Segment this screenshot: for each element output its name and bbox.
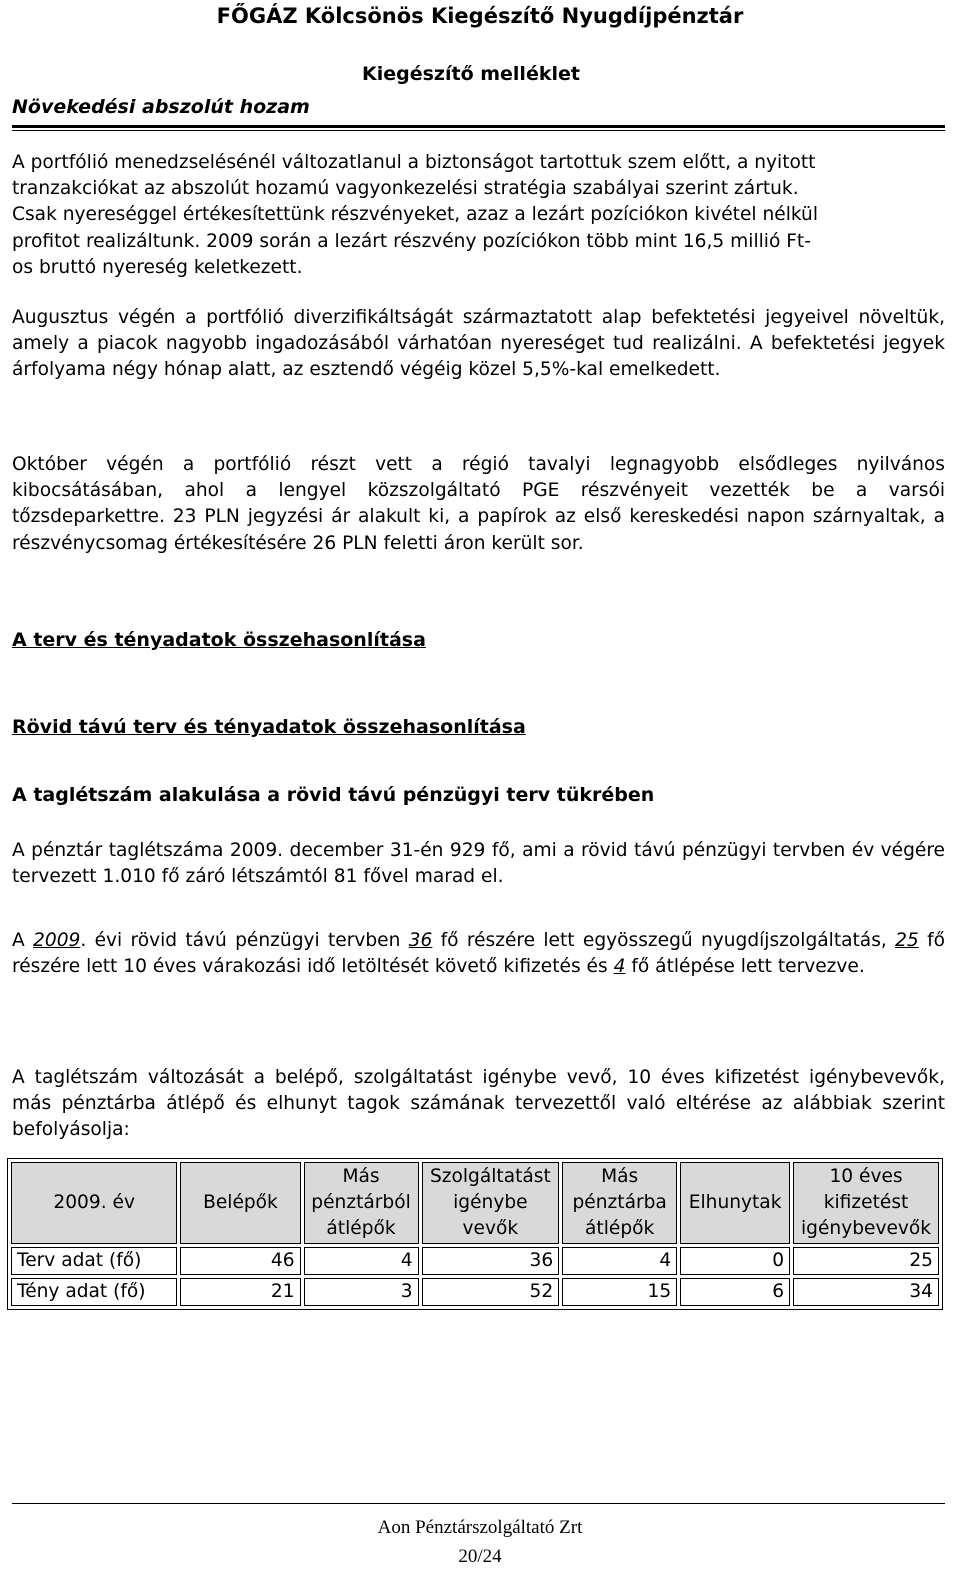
plan-count-lumpsum: 36 — [408, 930, 433, 951]
header-cell: 10 éves kifizetést igénybevevők — [793, 1162, 939, 1244]
table-cell: 25 — [793, 1247, 939, 1275]
intro-line: tranzakciókat az abszolút hozamú vagyonkezelési stratégia szabályai szerint zártuk. — [12, 178, 799, 199]
table-cell: 21 — [180, 1278, 300, 1306]
header-cell: Szolgáltatást igénybe vevők — [422, 1162, 560, 1244]
table-cell: 4 — [562, 1247, 677, 1275]
august-paragraph: Augusztus végén a portfólió diverzifikáltságát származtatott alap befektetési jegyeivel növeltük, amely a piacok nagyobb ingadozásából várhatóan nyereséget tud realizálni. A befektetési jegyek árfolyama négy hónap alatt, az esztendő végéig közel 5,5%-kal emelkedett. — [12, 307, 945, 381]
header-cell: Belépők — [180, 1162, 300, 1244]
october-paragraph: Október végén a portfólió részt vett a régió tavalyi legnagyobb elsődleges nyilvános kibocsátásában, ahol a lengyel közszolgáltató PGE részvényeit vezették be a varsói tőzsdeparkettre. 23 PLN jegyzési ár alakult ki, a papírok az első kereskedési napon szárnyaltak, a részvénycsomag értékesítésére 26 PLN feletti áron került sor. — [12, 454, 945, 554]
intro-line: os bruttó nyereség keletkezett. — [12, 257, 303, 278]
table-cell: 4 — [304, 1247, 419, 1275]
table-cell: 3 — [304, 1278, 419, 1306]
row-label: Tény adat (fő) — [11, 1278, 177, 1306]
table-row — [11, 1247, 939, 1275]
section-subtitle: Kiegészítő melléklet — [362, 63, 580, 85]
page-number: 20/24 — [458, 1546, 502, 1567]
comparison-heading: A terv és tényadatok összehasonlítása — [12, 629, 426, 651]
intro-line: profitot realizáltunk. 2009 során a lezárt részvény pozíciókon több mint 16,5 millió Ft- — [12, 231, 811, 252]
plan-paragraph: A 2009. évi rövid távú pénzügyi tervben 36 fő részére lett egyösszegű nyugdíjszolgáltatás, 25 fő részére lett 10 éves várakozási idő letöltését követő kifizetés és 4 fő átlépése lett tervezve. — [12, 930, 945, 978]
intro-line: A portfólió menedzselésénél változatlanul a biztonságot tartottuk szem előtt, a nyitott — [12, 152, 816, 173]
header-cell: Más pénztárból átlépők — [304, 1162, 419, 1244]
table-cell: 34 — [793, 1278, 939, 1306]
headcount-paragraph: A pénztár taglétszáma 2009. december 31-én 929 fő, ami a rövid távú pénzügyi tervben év végére tervezett 1.010 fő záró létszámtól 81 fővel marad el. — [12, 840, 945, 888]
table-cell: 46 — [180, 1247, 300, 1275]
fund-title: FŐGÁZ Kölcsönös Kiegészítő Nyugdíjpénztár — [216, 4, 744, 28]
table-cell: 15 — [562, 1278, 677, 1306]
table-cell: 0 — [680, 1247, 790, 1275]
table-cell: 52 — [422, 1278, 560, 1306]
change-paragraph: A taglétszám változását a belépő, szolgáltatást igénybe vevő, 10 éves kifizetést igénybevevők, más pénztárba átlépő és elhunyt tagok számának tervezettől való eltérése az alábbiak szerint befolyásolja: — [12, 1067, 945, 1141]
footer-company: Aon Pénztárszolgáltató Zrt — [377, 1517, 583, 1538]
plan-year: 2009 — [33, 930, 81, 951]
footer-divider — [12, 1503, 945, 1504]
table-cell: 36 — [422, 1247, 560, 1275]
header-divider — [12, 125, 945, 131]
row-label: Terv adat (fő) — [11, 1247, 177, 1275]
table-row — [11, 1278, 939, 1306]
short-term-heading: Rövid távú terv és tényadatok összehasonlítása — [12, 716, 526, 738]
plan-count-10year: 25 — [895, 930, 919, 951]
membership-table — [7, 1158, 943, 1310]
plan-count-transfer: 4 — [613, 956, 626, 978]
section-side-title: Növekedési abszolút hozam — [12, 96, 310, 118]
table-header-row — [11, 1162, 939, 1244]
membership-heading: A taglétszám alakulása a rövid távú pénzügyi terv tükrében — [12, 784, 655, 806]
header-cell: Elhunytak — [680, 1162, 790, 1244]
header-cell: Más pénztárba átlépők — [562, 1162, 677, 1244]
intro-line: Csak nyereséggel értékesítettünk részvényeket, azaz a lezárt pozíciókon kivétel nélkül — [12, 204, 819, 225]
header-cell: 2009. év — [11, 1162, 177, 1244]
table-cell: 6 — [680, 1278, 790, 1306]
